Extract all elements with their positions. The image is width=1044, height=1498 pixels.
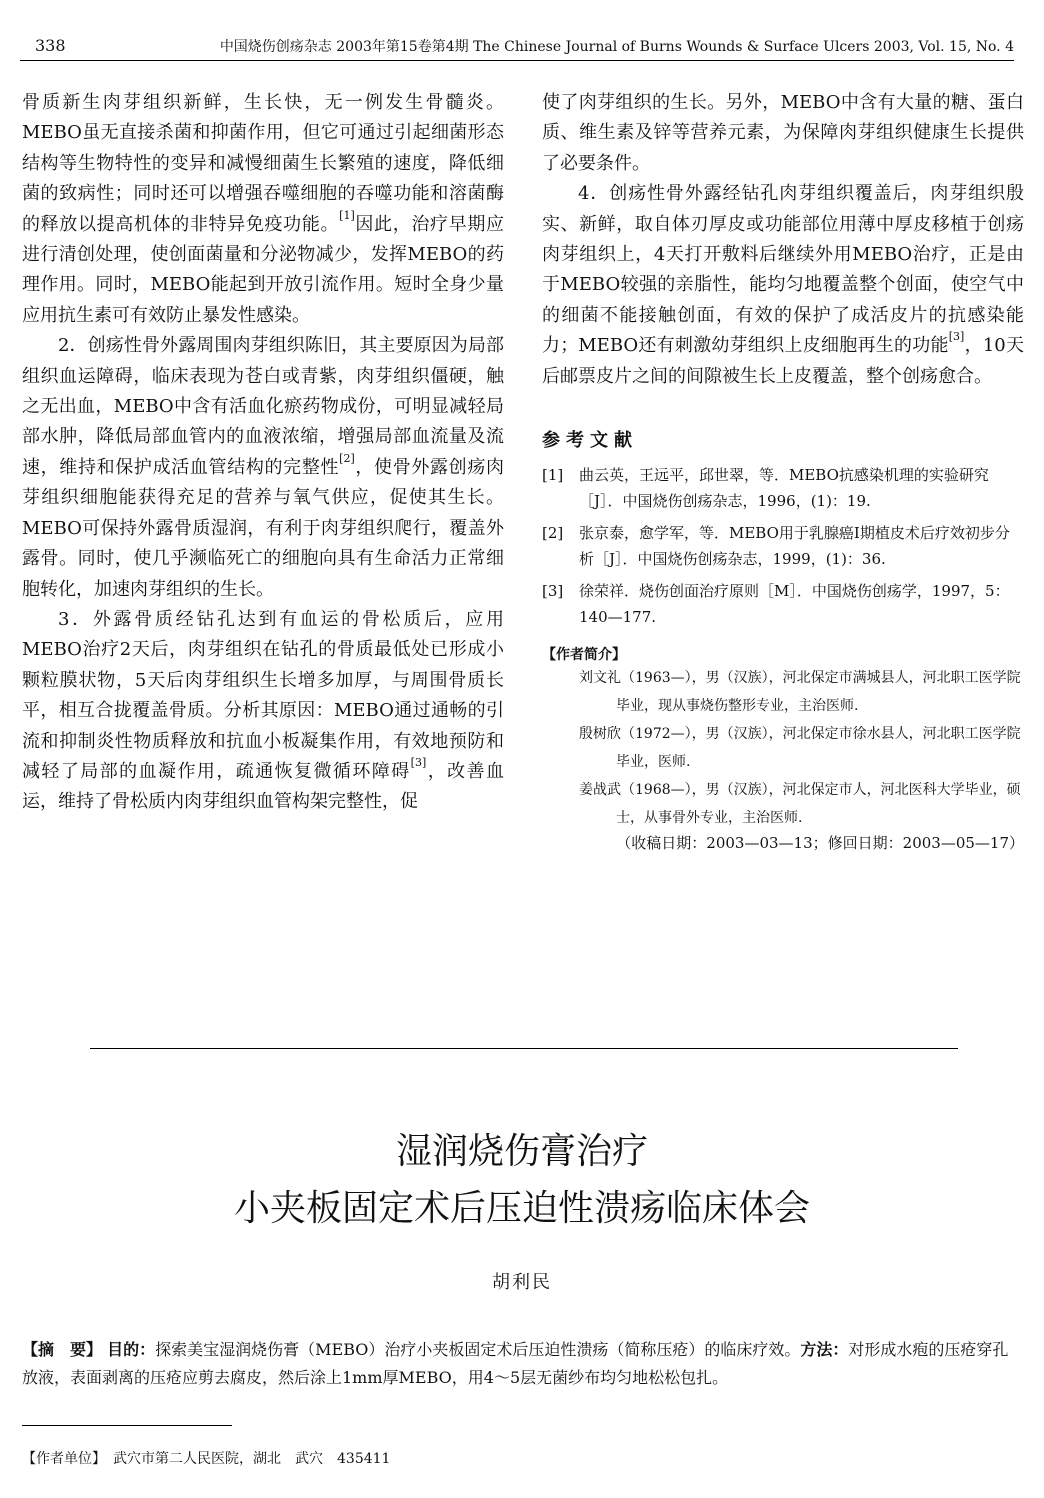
paragraph: 3．外露骨质经钻孔达到有血运的骨松质后，应用MEBO治疗2天后，肉芽组织在钻孔的骨质最低处已形成小颗粒膜状物，5天后肉芽组织生长增多加厚，与周围骨质长平，相互合拢覆盖骨质。分析其原因：MEBO通过通畅的引流和抑制炎性物质释放和抗血小板凝集作用，有效地预防和减轻了局部的血凝作用，疏通恢复微循环障碍[3]，改善血运，维持了骨松质内肉芽组织血管构架完整性，促	[22, 608, 504, 813]
author-affiliation: 【作者单位】 武穴市第二人民医院，湖北 武穴 435411	[22, 1451, 391, 1467]
abstract-method: 对形成水疱的压疮穿孔放液，表面剥离的压疮应剪去腐皮，然后涂上1mm厚MEBO，用4～5层无菌纱布均匀地松松包扎。	[22, 1340, 1009, 1387]
footnote-rule	[22, 1425, 232, 1426]
reference-item: [2] 张京泰，愈学军，等．MEBO用于乳腺癌Ⅰ期植皮术后疗效初步分析［J］．中国烧伤创疡杂志，1999，(1)：36.	[542, 524, 1010, 569]
author-bio: 殷树欣（1972—），男（汉族），河北保定市徐水县人，河北职工医学院毕业，医师.	[579, 726, 1021, 771]
page-number: 338	[35, 36, 66, 55]
article-author: 胡利民	[492, 1272, 552, 1293]
journal-citation: 中国烧伤创疡杂志 2003年第15卷第4期 The Chinese Journal of Burns Wounds & Surface Ulcers 2003, Vol. 15, No. 4	[219, 39, 1014, 55]
running-header	[0, 36, 1044, 60]
abstract	[22, 1336, 1024, 1392]
header-rule	[20, 60, 1014, 61]
references-title: 参考文献	[542, 430, 638, 452]
citation: [2]	[339, 451, 355, 465]
method-label: 方法：	[800, 1340, 849, 1359]
reference-item: [1] 曲云英，王远平，邱世翠，等．MEBO抗感染机理的实验研究［J］．中国烧伤创疡杂志，1996，(1)：19.	[542, 466, 989, 511]
citation: [1]	[339, 208, 355, 222]
citation: [3]	[410, 755, 427, 769]
paragraph: 骨质新生肉芽组织新鲜，生长快，无一例发生骨髓炎。MEBO虽无直接杀菌和抑菌作用，但它可通过引起细菌形态结构等生物特性的变异和减慢细菌生长繁殖的速度，降低细菌的致病性；同时还可以增强吞噬细胞的吞噬功能和溶菌酶的释放以提高机体的非特异免疫功能。[1]因此，治疗早期应进行清创处理，使创面菌量和分泌物减少，发挥MEBO的药理作用。同时，MEBO能起到开放引流作用。短时全身少量应用抗生素可有效防止暴发性感染。	[22, 92, 504, 326]
abstract-label: 【摘 要】	[22, 1340, 103, 1359]
section-divider	[90, 1048, 958, 1049]
left-column	[22, 88, 504, 818]
reference-item: [3] 徐荣祥．烧伤创面治疗原则［M］．中国烧伤创疡学，1997，5：140—177.	[542, 582, 1010, 627]
citation: [3]	[948, 330, 965, 344]
author-intro-section	[542, 644, 1024, 853]
author-bio: 刘文礼（1963—），男（汉族），河北保定市满城县人，河北职工医学院毕业，现从事烧伤整形专业，主治医师.	[579, 670, 1021, 715]
article-title-line-2: 小夹板固定术后压迫性溃疡临床体会	[233, 1187, 810, 1228]
article-title-line-1: 湿润烧伤膏治疗	[395, 1130, 648, 1171]
author-bio: 姜战武（1968—），男（汉族），河北保定市人，河北医科大学毕业，硕士，从事骨外专业，主治医师.	[579, 782, 1021, 827]
paragraph: 2．创疡性骨外露周围肉芽组织陈旧，其主要原因为局部组织血运障碍，临床表现为苍白或青紫，肉芽组织僵硬，触之无出血，MEBO中含有活血化瘀药物成份，可明显减轻局部水肿，降低局部血管内的血液浓缩，增强局部血流量及流速，维持和保护成活血管结构的完整性[2]，使骨外露创疡肉芽组织细胞能获得充足的营养与氧气供应，促使其生长。MEBO可保持外露骨质湿润，有利于肉芽组织爬行，覆盖外露骨。同时，使几乎濒临死亡的细胞向具有生命活力正常细胞转化，加速肉芽组织的生长。	[22, 335, 504, 600]
right-column	[542, 88, 1024, 853]
abstract-objective: 探索美宝湿润烧伤膏（MEBO）治疗小夹板固定术后压迫性溃疡（简称压疮）的临床疗效。	[155, 1340, 801, 1359]
references-section	[542, 426, 1024, 630]
received-dates: （收稿日期：2003—03—13；修回日期：2003—05—17）	[616, 834, 1024, 853]
paragraph: 4．创疡性骨外露经钻孔肉芽组织覆盖后，肉芽组织殷实、新鲜，取自体刃厚皮或功能部位用薄中厚皮移植于创疡肉芽组织上，4天打开敷料后继续外用MEBO治疗，正是由于MEBO较强的亲脂性，能均匀地覆盖整个创面，使空气中的细菌不能接触创面，有效的保护了成活皮片的抗感染能力；MEBO还有刺激幼芽组织上皮细胞再生的功能[3]，10天后邮票皮片之间的间隙被生长上皮覆盖，整个创疡愈合。	[542, 183, 1024, 387]
objective-label: 目的：	[107, 1340, 156, 1359]
paragraph: 使了肉芽组织的生长。另外，MEBO中含有大量的糖、蛋白质、维生素及锌等营养元素，为保障肉芽组织健康生长提供了必要条件。	[542, 92, 1024, 174]
author-intro-label: 【作者简介】	[542, 647, 626, 664]
